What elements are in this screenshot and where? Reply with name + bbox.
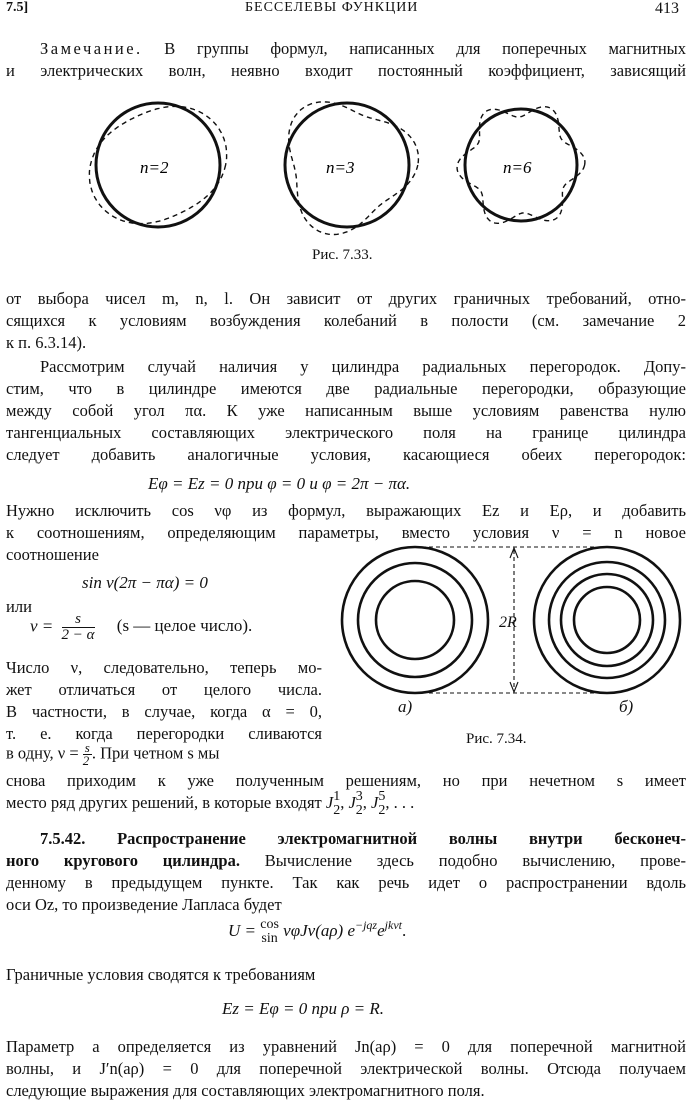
text-line: между собой угол πα. К уже написанным выше условиям равенства нулю	[6, 401, 686, 420]
ring	[549, 562, 665, 678]
text-line: место ряд других решений, в которые входят J 1 2 , J 3 2 , J 5 2 , . . .	[6, 789, 415, 818]
page-number: 413	[655, 0, 679, 17]
text-line: в одну, ν = $\frac{s}{2}$ . При четном s мы	[6, 740, 220, 768]
fig-733-panel-n6	[457, 107, 585, 224]
text-line: жет отличаться от целого числа.	[6, 680, 322, 699]
section-ref: 7.5]	[6, 0, 29, 15]
equation-sin: sin ν(2π − πα) = 0	[82, 573, 208, 592]
text-line: волны, и J′n(aρ) = 0 для поперечной электрической волны. Отсюда получаем	[6, 1059, 686, 1078]
text-line: денному в предыдущем пункте. Так как речь идет о распространении вдоль	[6, 873, 686, 892]
figure-caption: Рис. 7.34.	[466, 731, 527, 747]
fig-733-panel-n3	[285, 102, 418, 235]
text-line: В частности, в случае, когда α = 0,	[6, 702, 322, 721]
text-line: Граничные условия сводятся к требованиям	[6, 965, 316, 984]
text-line: Рассмотрим случай наличия у цилиндра радиальных перегородок. Допу-	[40, 357, 686, 376]
text-line: и электрических волн, неявно входит постоянный коэффициент, зависящий	[6, 61, 686, 80]
ring	[342, 547, 488, 693]
text-line: сящихся к условиям возбуждения колебаний в полости (см. замечание 2	[6, 311, 686, 330]
dim-label: 2R	[499, 614, 517, 631]
text-line: к соотношениям, определяющим параметры, вместо условия ν = n новое	[6, 523, 686, 542]
text-line: Число ν, следовательно, теперь мо-	[6, 658, 322, 677]
equation-boundary-partitions: Eφ = Ez = 0 при φ = 0 и φ = 2π − πα.	[148, 474, 411, 493]
text-line: от выбора чисел m, n, l. Он зависит от других граничных требований, отно-	[6, 289, 686, 308]
text-line: снова приходим к уже полученным решениям, но при нечетном s имеет	[6, 771, 686, 790]
equation-nu: ν = $\frac{s}{2 - \alpha}$ (s — целое число).	[30, 611, 253, 643]
text-line: Параметр a определяется из уравнений Jn(aρ) = 0 для поперечной магнитной	[6, 1037, 686, 1056]
figure-7-34	[335, 530, 695, 730]
text-line: или	[6, 597, 32, 616]
fig-label: n=6	[503, 158, 532, 177]
ring	[376, 581, 454, 659]
text-line: Нужно исключить cos νφ из формул, выражающих Ez и Eρ, и добавить	[6, 501, 686, 520]
text-line: Замечание. В группы формул, написанных для поперечных магнитных	[40, 39, 686, 58]
text-line: т. е. когда перегородки сливаются	[6, 724, 322, 743]
text-line: соотношение	[6, 545, 99, 564]
fig-734-panel-a	[342, 547, 488, 693]
section-heading: 7.5.42. Распространение электромагнитной волны внутри бесконеч-	[40, 829, 686, 848]
fig-734-panel-b	[534, 547, 680, 693]
equation-boundary: Ez = Eφ = 0 при ρ = R.	[222, 999, 384, 1018]
fig-label: n=3	[326, 158, 355, 177]
text-line: следует добавить аналогичные условия, касающиеся обеих перегородок:	[6, 445, 686, 464]
figure-caption: Рис. 7.33.	[312, 247, 373, 263]
panel-label-a: а)	[398, 697, 413, 716]
text-line: тангенциальных составляющих электрического поля на границе цилиндра	[6, 423, 686, 442]
ring	[574, 587, 640, 653]
text-line: ного кругового цилиндра. Вычисление здесь подобно вычислению, прове-	[6, 851, 686, 870]
equation-laplace-product: U = cos sin νφJν(aρ) $e^{-jqz}e^{jkvt}$.	[228, 917, 407, 946]
running-title: БЕССЕЛЕВЫ ФУНКЦИИ	[245, 0, 419, 15]
panel-label-b: б)	[619, 697, 634, 716]
text-line: следующие выражения для составляющих электромагнитного поля.	[6, 1081, 485, 1100]
text-line: к п. 6.3.14).	[6, 333, 87, 352]
text-line: оси Oz, то произведение Лапласа будет	[6, 895, 282, 914]
fig-733-panel-n2	[89, 103, 226, 227]
text-line: стим, что в цилиндре имеются две радиальные перегородки, образующие	[6, 379, 686, 398]
ring	[534, 547, 680, 693]
fig-label: n=2	[140, 158, 169, 177]
